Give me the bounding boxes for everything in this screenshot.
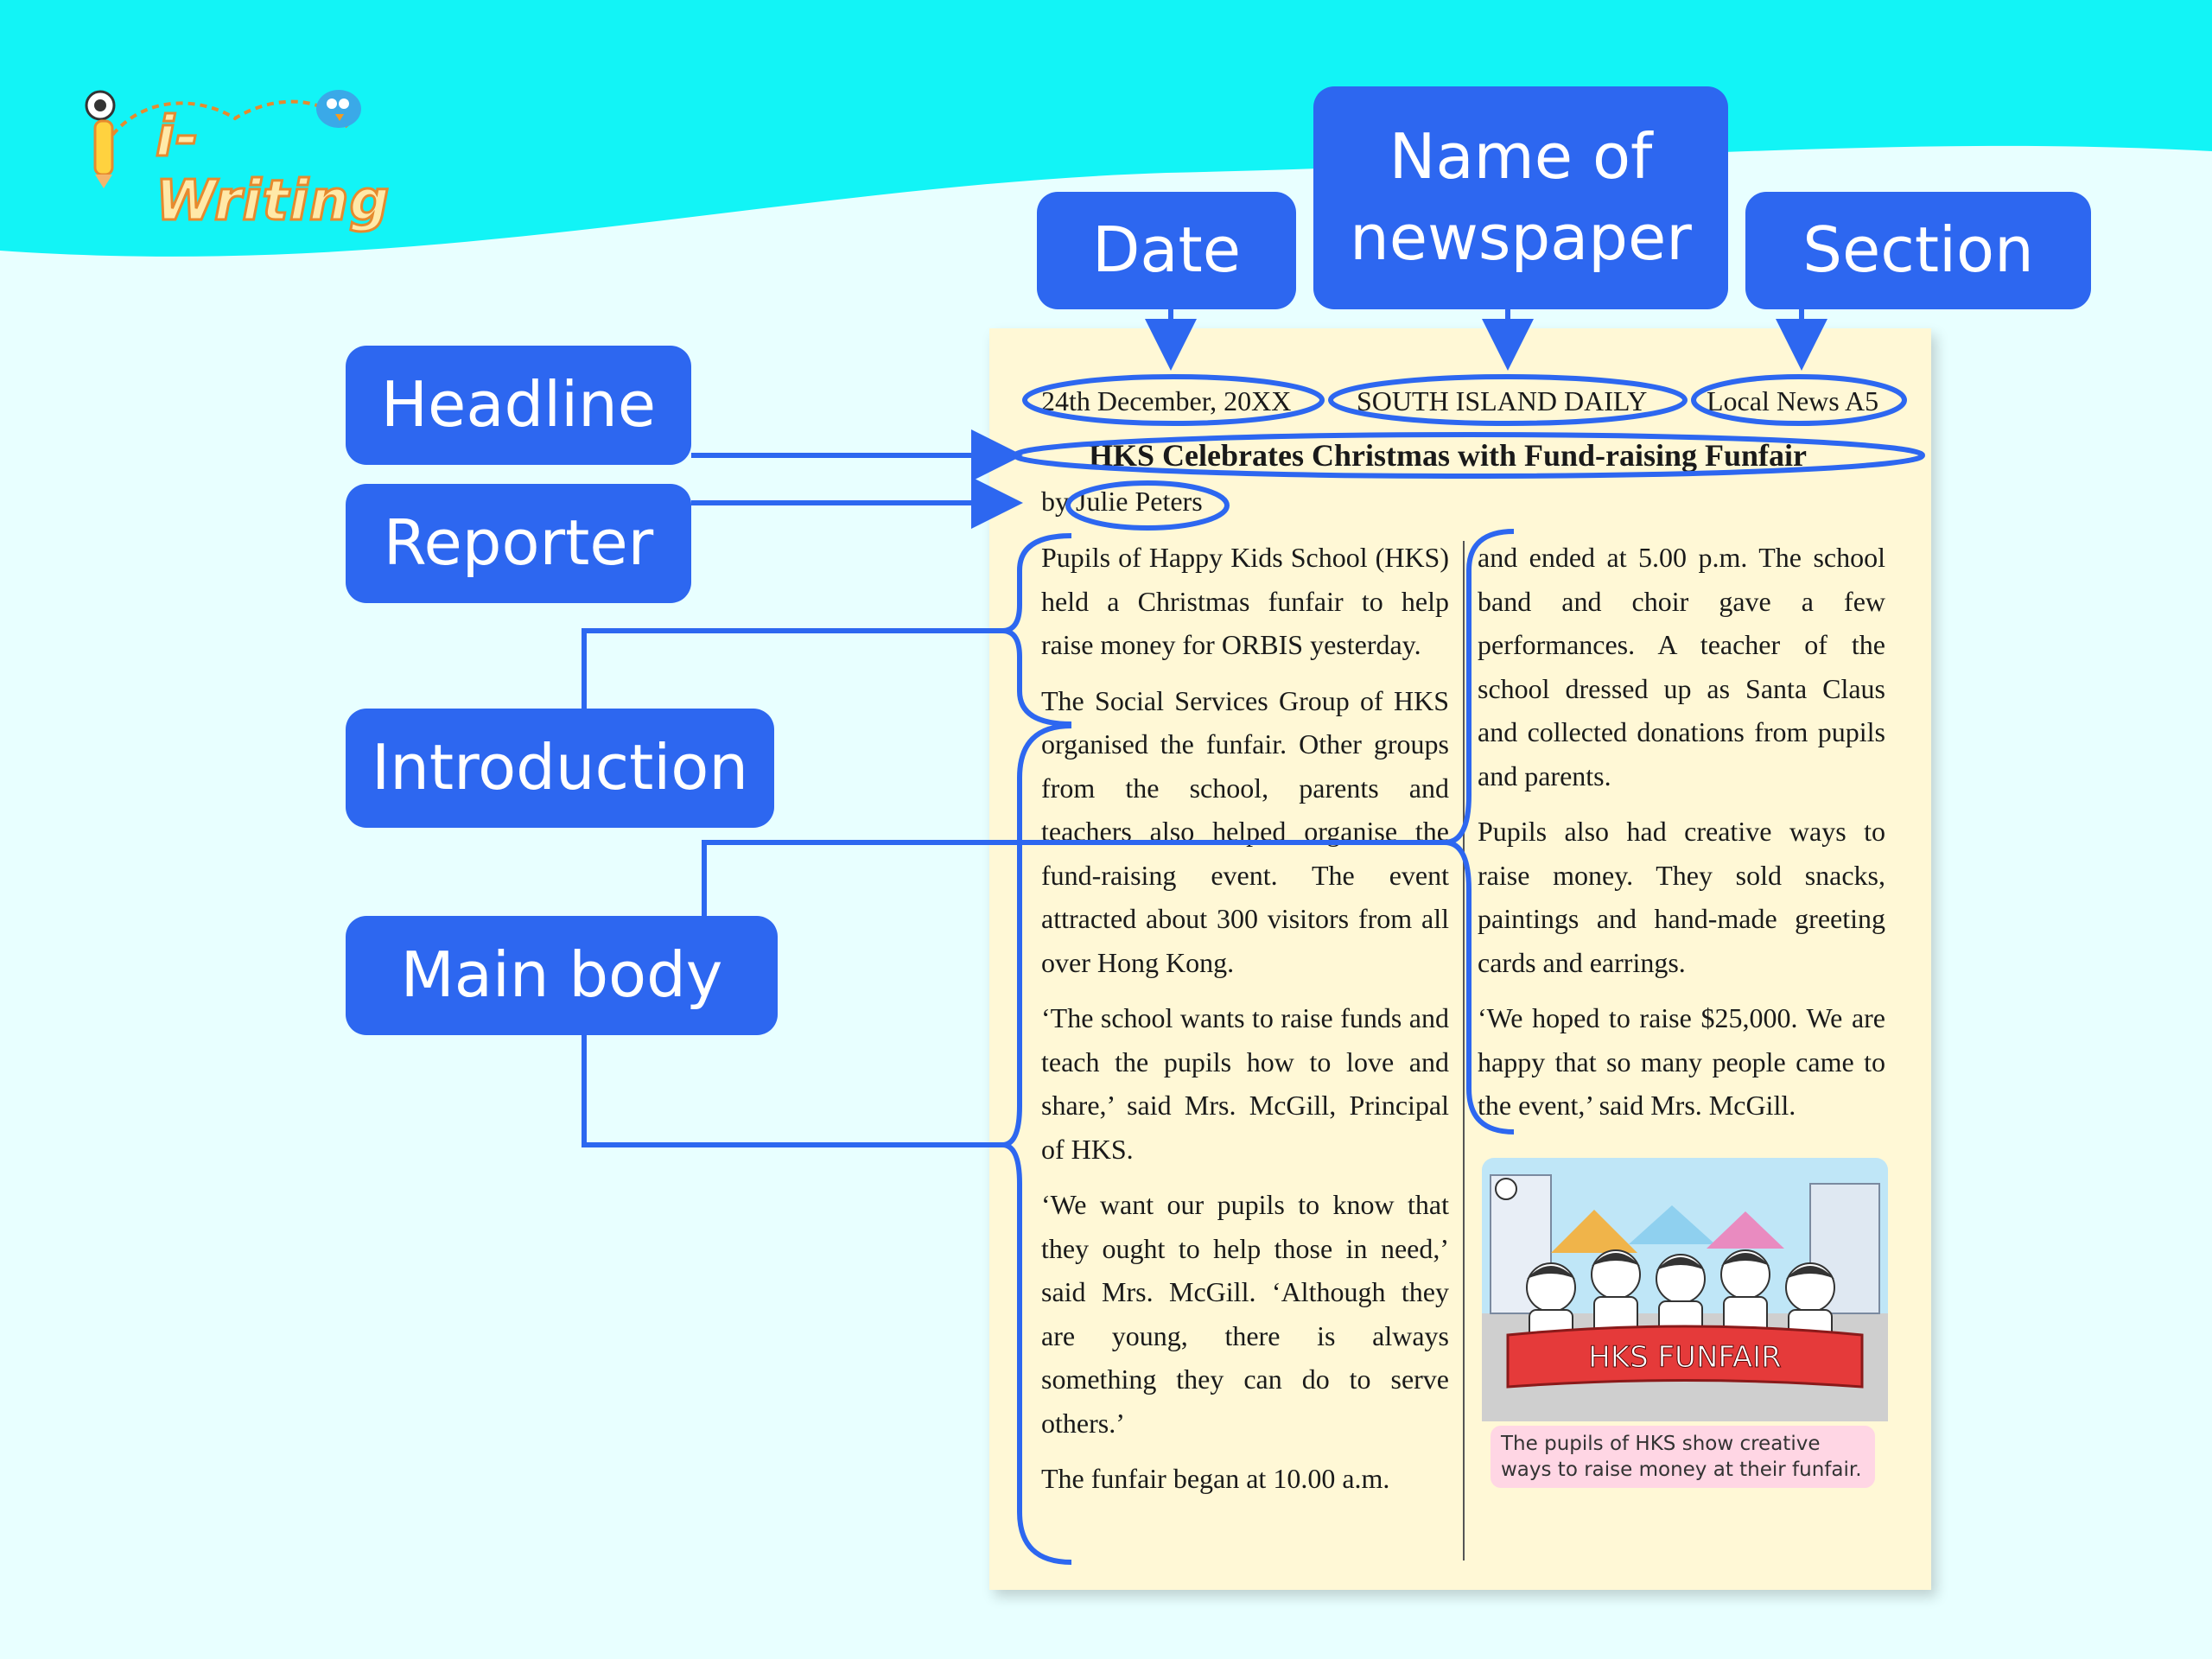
headline-label-text: Headline (380, 368, 657, 442)
section-label (1745, 192, 2091, 309)
left-column (1041, 536, 1449, 1513)
newspaper-label-line2: newspaper (1350, 201, 1692, 274)
logo-text: i-Writing (156, 105, 391, 233)
left-paragraph: ‘We want our pupils to know that they ought to help those in need,’ said Mrs. McGill. ‘Although they are young, there is always something they can do to serve others.’ (1041, 1189, 1449, 1439)
reporter-label (346, 484, 691, 603)
left-paragraph: The funfair began at 10.00 a.m. (1041, 1463, 1390, 1494)
column-divider (1463, 541, 1465, 1560)
reporter-label-text: Reporter (383, 506, 654, 580)
newspaper-date: 24th December, 20XX (1041, 385, 1292, 416)
main-body-label (346, 916, 778, 1035)
right-paragraph: and ended at 5.00 p.m. The school band and choir gave a few performances. A teacher of the school dressed up as Santa Claus and collected donations from pupils and parents. (1478, 542, 1885, 791)
article-headline: HKS Celebrates Christmas with Fund-raising Funfair (1089, 438, 1808, 473)
date-label (1037, 192, 1296, 309)
newspaper-name: SOUTH ISLAND DAILY (1357, 385, 1648, 416)
photo-caption: The pupils of HKS show creative ways to raise money at their funfair. (1491, 1426, 1875, 1488)
newspaper-page (989, 328, 1931, 1590)
headline-label (346, 346, 691, 465)
right-paragraph: ‘We hoped to raise $25,000. We are happy that so many people came to the event,’ said Mrs. McGill. (1478, 1002, 1885, 1121)
i-writing-logo (79, 79, 391, 233)
newspaper-section: Local News A5 (1707, 385, 1879, 416)
reporter-name: Julie Peters (1076, 486, 1203, 517)
left-paragraph: ‘The school wants to raise funds and teach the pupils how to love and share,’ said Mrs. McGill, Principal of HKS. (1041, 1002, 1449, 1165)
newspaper-name-label (1313, 86, 1728, 309)
newspaper-label-line1: Name of (1389, 120, 1653, 194)
introduction-label (346, 709, 774, 828)
main-body-label-text: Main body (400, 938, 723, 1012)
right-column (1478, 536, 1885, 1140)
byline-prefix: by (1041, 486, 1069, 517)
right-paragraph: Pupils also had creative ways to raise money. They sold snacks, paintings and hand-made greeting cards and earrings. (1478, 816, 1885, 978)
article-byline (1041, 486, 1203, 518)
introduction-label-text: Introduction (371, 731, 748, 804)
banner-text: HKS FUNFAIR (1588, 1340, 1782, 1375)
left-paragraph: Pupils of Happy Kids School (HKS) held a Christmas funfair to help raise money for ORBIS yesterday. (1041, 542, 1449, 660)
date-label-text: Date (1091, 213, 1242, 287)
funfair-illustration (1482, 1158, 1888, 1421)
section-label-text: Section (1802, 213, 2034, 287)
left-paragraph: The Social Services Group of HKS organised the funfair. Other groups from the school, parents and teachers also helped organise the fund-raising event. The event attracted about 300 visitors from all over Hong Kong. (1041, 684, 1449, 978)
